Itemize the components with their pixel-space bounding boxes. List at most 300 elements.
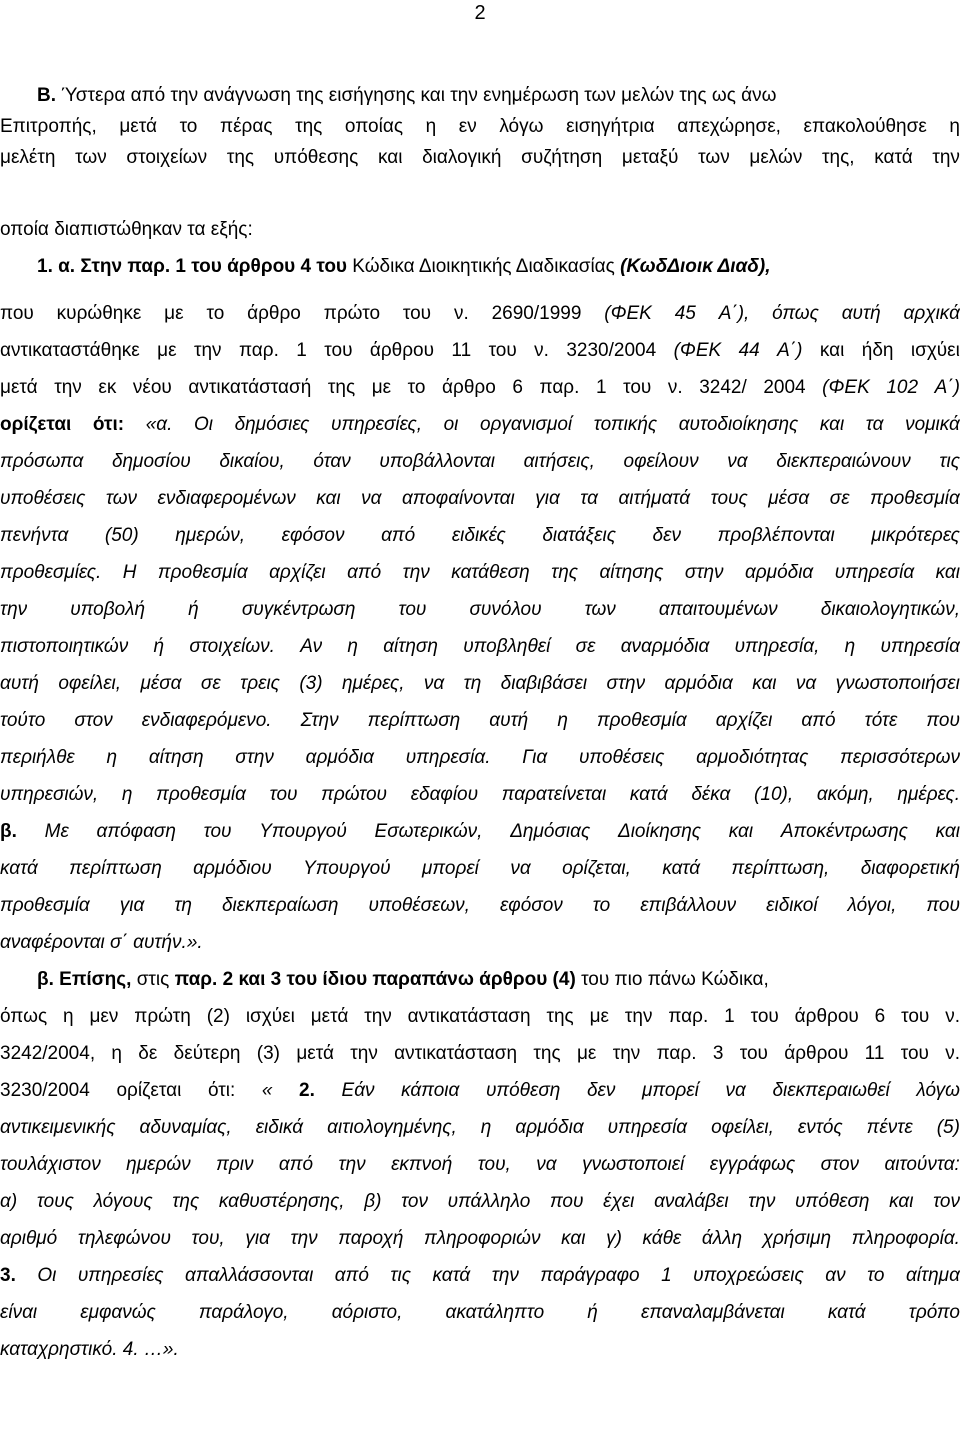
word: άρθρου [369, 340, 435, 361]
word: κυρώθηκε [56, 303, 142, 324]
word: διαφορετική [860, 858, 960, 879]
word: οφείλει, [58, 673, 122, 694]
word: το [867, 1265, 885, 1286]
word: υπηρεσιών, [0, 784, 99, 805]
word: τρεις [240, 673, 280, 694]
word: αιτούντα: [884, 1154, 960, 1175]
word: ημέρες. [897, 784, 960, 805]
word: κατάθεση [451, 562, 530, 583]
word: σε [200, 673, 221, 694]
word: παροχή [338, 1228, 404, 1249]
word: εγγράφως [709, 1154, 796, 1175]
word: μέσα [768, 488, 810, 509]
word: μεν [89, 1006, 119, 1027]
word: ή [153, 636, 165, 657]
item-b-line-32 [0, 1260, 960, 1291]
word: που [926, 895, 960, 916]
word: να [510, 858, 531, 879]
word: ν. [667, 377, 683, 398]
word: η [347, 636, 358, 657]
word: 3. [0, 1265, 16, 1286]
code-name: Κώδικα Διοικητικής Διαδικασίας [352, 256, 615, 277]
word: ειδικά [255, 1117, 304, 1138]
word: αυτή [489, 710, 529, 731]
word: πληροφοριών [424, 1228, 541, 1249]
item1-line-20 [0, 816, 960, 847]
word: υπόθεσης [273, 147, 359, 168]
word: συγκέντρωση [241, 599, 356, 620]
word: υπηρεσία [834, 562, 915, 583]
word: αρμόδιου [193, 858, 272, 879]
word: που [549, 1191, 584, 1212]
word: αντικατάστασή [188, 377, 312, 398]
word: της [327, 377, 356, 398]
word: την [54, 377, 82, 398]
word: διαβιβάσει [500, 673, 588, 694]
word: παράγραφο [540, 1265, 640, 1286]
word: να [725, 1080, 746, 1101]
word: επαναλαμβάνεται [640, 1302, 785, 1323]
word: τούτο [0, 710, 46, 731]
item-b-line-25 [0, 1001, 960, 1032]
word: του [488, 340, 517, 361]
word: αιτιολογημένης, [327, 1117, 457, 1138]
word: Για [522, 747, 548, 768]
word: άρθρου [794, 1006, 859, 1027]
word: αντικαταστάθηκε [0, 340, 140, 361]
word: η [111, 1043, 122, 1064]
word: και [316, 488, 341, 509]
item1-line-23: αναφέρονται σ΄ αυτήν.». [0, 932, 203, 953]
word: είναι [0, 1302, 38, 1323]
word: αυτή [0, 673, 39, 694]
word: προθεσμία [156, 784, 246, 805]
word: ότι: [207, 1080, 236, 1101]
word: τις [939, 451, 960, 472]
word: τα [580, 488, 598, 509]
line-text: στις [136, 969, 170, 990]
word: να [536, 1154, 557, 1175]
word: χρήσιμη [762, 1228, 832, 1249]
word: Επιτροπής, [0, 116, 97, 137]
item1-line-13 [0, 557, 960, 588]
word: έχει [603, 1191, 635, 1212]
word: 2690/1999 [491, 303, 582, 324]
word: αδυναμίας, [139, 1117, 232, 1138]
word: μικρότερες [871, 525, 960, 546]
word: επιβάλλουν [640, 895, 737, 916]
word: υπόθεση [485, 1080, 561, 1101]
word: τον [401, 1191, 428, 1212]
word: Εάν [341, 1080, 375, 1101]
word: εισηγήτρια [566, 116, 655, 137]
item-b-line-31 [0, 1223, 960, 1254]
word: η [106, 747, 118, 768]
word: ότι: [92, 414, 125, 435]
word: πρώτου [321, 784, 387, 805]
word: την [338, 1154, 366, 1175]
word: και [728, 821, 754, 842]
word: αναρμόδια [620, 636, 710, 657]
item1-line-11 [0, 483, 960, 514]
word: υπηρεσίες [77, 1265, 164, 1286]
word: προθεσμία [157, 562, 248, 583]
word: εντός [797, 1117, 843, 1138]
word: το [206, 303, 225, 324]
item-b-line-26 [0, 1038, 960, 1069]
word: την [290, 1228, 318, 1249]
word: στον [74, 710, 113, 731]
word: περίπτωση [69, 858, 162, 879]
word: αρμόδια [305, 747, 374, 768]
item-b-line-30 [0, 1186, 960, 1217]
word: άρθρου [784, 1043, 849, 1064]
item1-line-17 [0, 705, 960, 736]
word: αίτημα [905, 1265, 960, 1286]
word: του [269, 784, 298, 805]
word: ή [188, 599, 199, 620]
word: οι [443, 414, 459, 435]
word: (10), [754, 784, 794, 805]
word: για [245, 1228, 270, 1249]
item1-line-18 [0, 742, 960, 773]
word: των [105, 488, 138, 509]
word: πριν [216, 1154, 254, 1175]
word: απαιτουμένων [658, 599, 778, 620]
word: στοιχείων. [189, 636, 275, 657]
word: να [795, 673, 817, 694]
word: Υπουργού [303, 858, 391, 879]
word: αντικατάσταση [407, 1006, 531, 1027]
word: τη [463, 673, 482, 694]
word: απεχώρησε, [677, 116, 781, 137]
word: εφόσον [281, 525, 345, 546]
word: της [551, 562, 579, 583]
word: πρώτη [134, 1006, 191, 1027]
word: την [491, 1265, 519, 1286]
word: των [698, 147, 730, 168]
word: αρμόδια [515, 1117, 584, 1138]
word: η [425, 116, 437, 137]
word: προθεσμίες. [0, 562, 102, 583]
word: την [350, 1043, 378, 1064]
word: του [203, 821, 232, 842]
word: υπηρεσία [880, 636, 960, 657]
word: ισχύει [910, 340, 960, 361]
word: και [819, 340, 845, 361]
word: παρ. [539, 377, 580, 398]
word: απαλλάσσονται [185, 1265, 314, 1286]
word: αίτηση [383, 636, 438, 657]
word: με [576, 1043, 597, 1064]
item1-line-8 [0, 372, 960, 403]
word: την [624, 1006, 653, 1027]
word: «α. [145, 414, 173, 435]
item-b-line-28 [0, 1112, 960, 1143]
word: σε [575, 636, 596, 657]
word: 1 [724, 1006, 735, 1027]
word: των [75, 147, 107, 168]
item1-line-9 [0, 409, 960, 440]
word: από [347, 562, 382, 583]
word: ν. [945, 1006, 960, 1027]
word: επακολούθησε [803, 116, 927, 137]
word: μελέτη [0, 147, 56, 168]
paragraph-b-line-2 [0, 111, 960, 142]
word: στοιχείων [126, 147, 208, 168]
word: διεκπεραίωση [221, 895, 339, 916]
word: παρ. [668, 1006, 709, 1027]
word: εκ [98, 377, 117, 398]
word: του [900, 1043, 929, 1064]
word: περίπτωση [367, 710, 461, 731]
word: διεκπεραιωθεί [772, 1080, 890, 1101]
word: όπως [0, 1006, 48, 1027]
word: μετά [119, 116, 157, 137]
word: δημοσίου [111, 451, 191, 472]
word: δε [138, 1043, 158, 1064]
word: την [0, 599, 28, 620]
item-b-line-29 [0, 1149, 960, 1180]
word: αν [825, 1265, 846, 1286]
word: 1 [595, 377, 607, 398]
word: στην [235, 747, 274, 768]
word: λόγω [499, 116, 544, 137]
word: αρμόδια [744, 562, 814, 583]
word: αυτοδιοίκησης [678, 414, 799, 435]
word: Α΄) [777, 340, 803, 361]
word: ορίζεται [0, 414, 72, 435]
word: δέκα [691, 784, 731, 805]
word: η [63, 1006, 74, 1027]
item-b-line-34: καταχρηστικό. 4. …». [0, 1339, 179, 1360]
section-label: Β. [37, 85, 56, 106]
word: υποβληθεί [463, 636, 551, 657]
word: 45 [674, 303, 696, 324]
word: παρατείνεται [501, 784, 607, 805]
word: λόγω [916, 1080, 960, 1101]
word: δεν [652, 525, 681, 546]
word: και [935, 562, 960, 583]
word: αιτήματά [618, 488, 691, 509]
word: (ΦΕΚ [673, 340, 722, 361]
word: ορίζεται [116, 1080, 182, 1101]
word: αποφαίνονται [401, 488, 515, 509]
word: διαλογική [422, 147, 502, 168]
word: κατά [432, 1265, 471, 1286]
line-text: του πιο πάνω Κώδικα, [581, 969, 769, 990]
word: (2) [206, 1006, 230, 1027]
word: ν. [453, 303, 469, 324]
word: η [557, 710, 568, 731]
word: συζήτηση [521, 147, 603, 168]
word: αρμόδια [664, 673, 733, 694]
word: υποβάλλονται [379, 451, 495, 472]
word: αόριστο, [331, 1302, 403, 1323]
word: αντικειμενικής [0, 1117, 116, 1138]
word: πρώτο [323, 303, 381, 324]
word: ακατάληπτο [445, 1302, 545, 1323]
item-b-line-27 [0, 1075, 960, 1106]
word: της [226, 147, 255, 168]
word: ισχύει [245, 1006, 295, 1027]
word: του [623, 377, 652, 398]
word: 6 [512, 377, 523, 398]
word: υποθέσεις [578, 747, 665, 768]
word: ημέρες, [341, 673, 405, 694]
word: διατάξεις [542, 525, 616, 546]
word: (ΦΕΚ [822, 377, 870, 398]
word: η [844, 636, 856, 657]
word: και [561, 1228, 586, 1249]
word: για [535, 488, 560, 509]
word: αναλάβει [654, 1191, 729, 1212]
word: την [402, 562, 430, 583]
word: 3242/ [699, 377, 747, 398]
word: να [727, 451, 748, 472]
word: αρχίζει [715, 710, 773, 731]
word: προθεσμία [870, 488, 960, 509]
word: μελών [749, 147, 803, 168]
word: τον [933, 1191, 960, 1212]
word: πέρας [219, 116, 273, 137]
word: παράλογο, [198, 1302, 289, 1323]
word: γ) [606, 1228, 622, 1249]
word: ενδιαφερομένων [157, 488, 296, 509]
word: αντικατάσταση [394, 1043, 518, 1064]
word: Εσωτερικών, [374, 821, 483, 842]
word: μπορεί [422, 858, 479, 879]
word: αυτή [841, 303, 881, 324]
word: και [935, 821, 960, 842]
item1-line-19 [0, 779, 960, 810]
word: (3) [299, 673, 323, 694]
word: με [164, 303, 184, 324]
word: γνωστοποιεί [582, 1154, 685, 1175]
word: 102 [886, 377, 919, 398]
word: εμφανώς [80, 1302, 156, 1323]
word: μεταξύ [621, 147, 679, 168]
item-b-line-33 [0, 1297, 960, 1328]
word: των [584, 599, 616, 620]
word: την [193, 340, 222, 361]
word: (5) [936, 1117, 960, 1138]
word: την [612, 1043, 641, 1064]
word: τοπικής [593, 414, 658, 435]
word: διεκπεραιώνουν [776, 451, 911, 472]
word: δικαιολογητικών, [820, 599, 960, 620]
word: τις [390, 1265, 411, 1286]
word: 2. [299, 1080, 315, 1101]
word: δημόσιες [234, 414, 310, 435]
word: β. [0, 821, 17, 842]
item-heading: β. Επίσης, [37, 969, 132, 990]
word: που [0, 303, 34, 324]
word: άρθρο [442, 377, 496, 398]
word: της [533, 1043, 561, 1064]
word: περισσότερων [840, 747, 960, 768]
word: ήδη [861, 340, 894, 361]
word: καθυστέρησης, [218, 1191, 345, 1212]
word: της [172, 1191, 200, 1212]
word: όταν [313, 451, 351, 472]
word: αρμοδιότητας [696, 747, 809, 768]
word: με [157, 340, 177, 361]
word: δικαίου, [219, 451, 285, 472]
word: του [402, 303, 432, 324]
word: μετά [0, 377, 38, 398]
word: με [589, 1006, 610, 1027]
word: στην [606, 673, 646, 694]
word: οφείλουν [623, 451, 699, 472]
word: 3 [712, 1043, 724, 1064]
word: υποθέσεων, [368, 895, 470, 916]
word: τρόπο [908, 1302, 960, 1323]
word: μετά [296, 1043, 334, 1064]
word: νέου [132, 377, 172, 398]
word: Οι [193, 414, 213, 435]
word: περίπτωση, [731, 858, 830, 879]
word: τους [710, 488, 748, 509]
word: την [932, 147, 960, 168]
word: γνωστοποιήσει [835, 673, 960, 694]
word: από [334, 1265, 369, 1286]
word: κάποια [401, 1080, 460, 1101]
word: όπως [772, 303, 819, 324]
word: της [295, 116, 323, 137]
word: από [278, 1154, 314, 1175]
word: 3230/2004 [566, 340, 657, 361]
word: αίτησης [599, 562, 664, 583]
word: κατά [662, 858, 701, 879]
word: (ΦΕΚ [604, 303, 652, 324]
word: προθεσμία [0, 895, 90, 916]
line-text: Ύστερα από την ανάγνωση της εισήγησης και την ενημέρωση των μελών της ως άνω [61, 85, 777, 106]
word: από [801, 710, 836, 731]
word: (3) [256, 1043, 280, 1064]
word: του [324, 340, 353, 361]
word: εδαφίου [410, 784, 479, 805]
word: πρόσωπα [0, 451, 84, 472]
word: μετά [310, 1006, 349, 1027]
word: άλλη [701, 1228, 742, 1249]
word: τουλάχιστον [0, 1154, 101, 1175]
word: Αποκέντρωσης [780, 821, 908, 842]
word: παρ. [656, 1043, 697, 1064]
word: ν. [534, 340, 549, 361]
word: Με [44, 821, 69, 842]
word: συνόλου [469, 599, 542, 620]
word: του [739, 1043, 768, 1064]
word: τα [865, 414, 884, 435]
word: πληροφορία. [851, 1228, 960, 1249]
word: αρχικά [903, 303, 960, 324]
word: Α΄), [718, 303, 750, 324]
word: δεν [586, 1080, 616, 1101]
word: κατά [629, 784, 668, 805]
word: την [748, 1191, 776, 1212]
item1-line-14 [0, 594, 960, 625]
word: οφείλει, [711, 1117, 774, 1138]
word: το [592, 895, 611, 916]
word: και [889, 1191, 914, 1212]
item1-line-6 [0, 298, 960, 329]
word: πενήντα [0, 525, 69, 546]
word: οποίας [344, 116, 403, 137]
word: υποχρεώσεις [693, 1265, 804, 1286]
paragraph-b-line-1 [0, 80, 960, 111]
word: ακόμη, [816, 784, 874, 805]
